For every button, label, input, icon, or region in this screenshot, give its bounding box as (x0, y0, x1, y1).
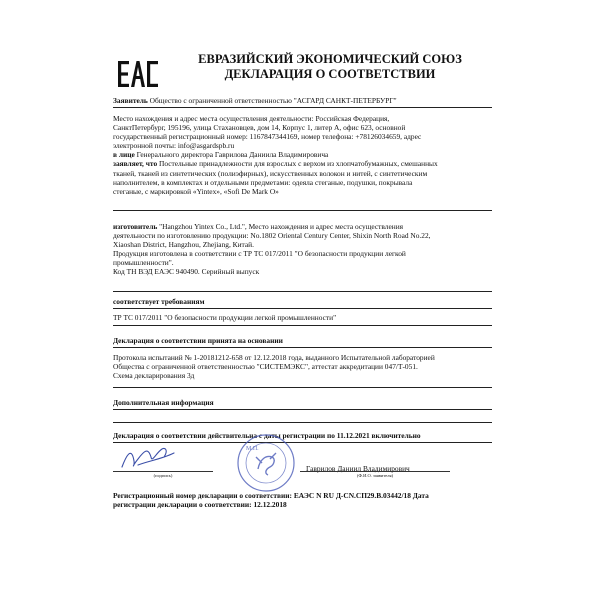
registration-number: ЕАЭС N RU Д-CN.СП29.В.03442/18 Дата (291, 491, 429, 500)
tnved-code: Код ТН ВЭД ЕАЭС 940490. Серийный выпуск (113, 267, 260, 277)
additional-info-label: Дополнительная информация (113, 398, 214, 407)
divider (113, 291, 492, 292)
manufacturer-value: "Hangzhou Yintex Co., Ltd.", Место нахождения и адрес места осуществления (157, 222, 404, 231)
handwritten-signature (118, 441, 178, 475)
manufacturer-label: изготовитель (113, 222, 158, 231)
registration-block (113, 491, 493, 509)
divider (113, 107, 492, 108)
signature-line (113, 471, 213, 472)
address-line: Место нахождения и адрес места осуществления деятельности: Российская Федерация, (113, 114, 390, 123)
address-line: СанктПетербург, 195196, улица Стахановцев, дом 14, Корпус 1, литер А, офис 623, основной (113, 123, 406, 133)
name-caption: (Ф.И.О. заявителя) (356, 473, 394, 478)
manufacturer-line: деятельности по изготовлению продукции: No.1802 Oriental Century Center, Shixin North Road No.22, (113, 231, 431, 241)
applicant-label: Заявитель (113, 96, 148, 105)
requirements-text: ТР ТС 017/2011 "О безопасности продукции легкой промышленности" (113, 313, 337, 322)
applicant-row (113, 96, 493, 105)
declares-line: тканей, тканей из синтетических (полиэфирных), искусственных волокон и нитей, с синтетическим (113, 168, 428, 178)
person-value: Генерального директора Гаврилова Даниила Владимировича (134, 150, 329, 160)
manufacturer-block (113, 222, 493, 277)
validity-text: Декларация о соответствии действительна с даты регистрации по 11.12.2021 включительно (113, 431, 421, 440)
basis-text (113, 353, 493, 380)
eac-logo (117, 60, 159, 88)
divider (113, 325, 492, 326)
person-label: в лице (113, 150, 135, 160)
production-line: Продукция изготовлена в соответствии с ТР ТС 017/2011 "О безопасности продукции легкой (113, 249, 406, 259)
basis-line: Общества с ограниченной ответственностью "СИСТЕМЭКС", аттестат аккредитации 047/Т-051. (113, 362, 418, 372)
basis-line: Схема декларирования 3д (113, 371, 195, 381)
applicant-name: Общество с ограниченной ответственностью "АСГАРД САНКТ-ПЕТЕРБУРГ" (147, 96, 397, 105)
registration-date-label: регистрации декларации о соответствии: (113, 500, 252, 510)
company-stamp (236, 433, 296, 493)
applicant-address (113, 114, 493, 196)
stamp-text: М.П. (246, 446, 259, 452)
divider (113, 210, 492, 211)
person-line (113, 150, 493, 159)
registration-date: 12.12.2018 (251, 500, 287, 510)
divider (113, 422, 492, 423)
registration-number-label: Регистрационный номер декларации о соответствии: (113, 491, 292, 500)
manufacturer-line: Xiaoshan District, Hangzhou, Zhejiang, Китай. (113, 240, 254, 250)
signature-caption: (подпись) (153, 473, 173, 478)
divider (113, 308, 492, 309)
divider (113, 347, 492, 348)
basis-label: Декларация о соответствии принята на основании (113, 336, 283, 345)
registration-number-line (113, 491, 493, 500)
declares-line (113, 159, 493, 168)
document-title (170, 52, 490, 82)
declares-label: заявляет, что (113, 159, 158, 169)
divider (113, 409, 492, 410)
address-line: электронной почты: info@asgardspb.ru (113, 141, 235, 151)
requirements-label: соответствует требованиям (113, 297, 205, 306)
signer-name: Гаврилов Даниил Владимирович (306, 464, 410, 473)
title-union: ЕВРАЗИЙСКИЙ ЭКОНОМИЧЕСКИЙ СОЮЗ (198, 52, 462, 66)
registration-date-line (113, 500, 493, 509)
title-declaration: ДЕКЛАРАЦИЯ О СООТВЕТСТВИИ (224, 67, 436, 81)
declares-line: стеганые, с маркировкой «Yintex», «Sofi De Mark O» (113, 186, 279, 196)
name-line (300, 471, 450, 472)
address-line: государственный регистрационный номер: 1167847344169, номер телефона: +78126034659, адрес (113, 132, 422, 142)
declares-line: наполнителем, в комплектах и отдельными предметами: одеяла стеганые, подушки, покрывала (113, 177, 413, 187)
declares-value: Постельные принадлежности для взрослых с верхом из хлопчатобумажных, смешанных (157, 159, 438, 169)
basis-line: Протокола испытаний № 1-20181212-658 от 12.12.2018 года, выданного Испытательной лабораторией (113, 353, 435, 362)
divider (113, 387, 492, 388)
production-line: промышленности". (113, 258, 174, 268)
manufacturer-line (113, 222, 493, 231)
